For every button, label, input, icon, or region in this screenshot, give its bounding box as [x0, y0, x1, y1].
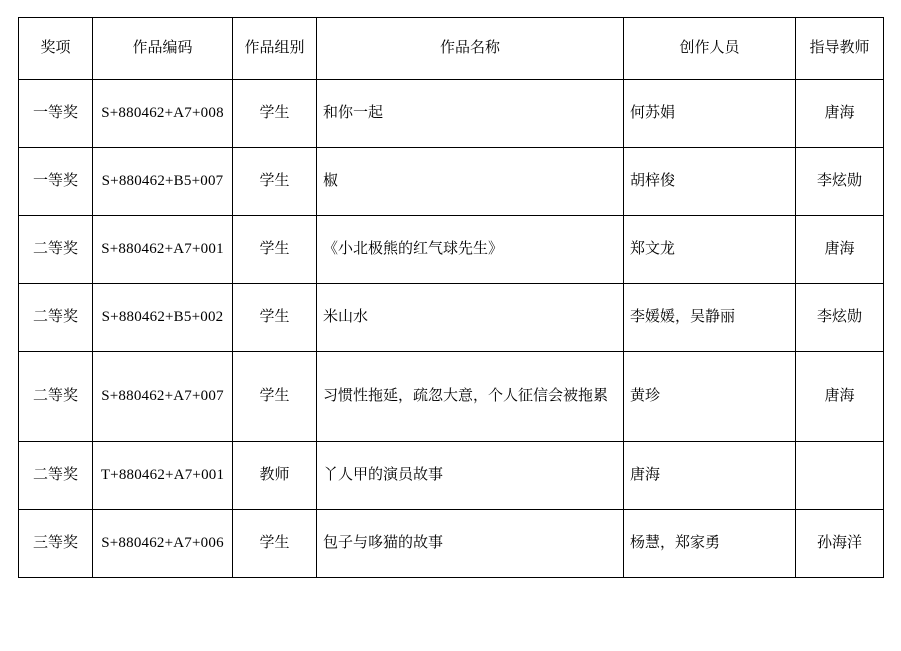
cell-group: 学生 — [233, 510, 317, 578]
cell-award: 一等奖 — [19, 148, 93, 216]
cell-teacher: 唐海 — [796, 80, 884, 148]
cell-title: 椒 — [317, 148, 624, 216]
cell-group: 学生 — [233, 216, 317, 284]
cell-title: 习惯性拖延，疏忽大意，个人征信会被拖累 — [317, 352, 624, 442]
cell-code: S+880462+A7+008 — [93, 80, 233, 148]
column-header-teacher: 指导教师 — [796, 18, 884, 80]
cell-code: T+880462+A7+001 — [93, 442, 233, 510]
table-body — [19, 80, 884, 578]
cell-teacher: 李炫勋 — [796, 148, 884, 216]
cell-award: 二等奖 — [19, 216, 93, 284]
cell-authors: 杨慧，郑家勇 — [624, 510, 796, 578]
table-row — [19, 80, 884, 148]
cell-authors: 郑文龙 — [624, 216, 796, 284]
table-row — [19, 442, 884, 510]
column-header-group: 作品组别 — [233, 18, 317, 80]
cell-title: 《小北极熊的红气球先生》 — [317, 216, 624, 284]
cell-code: S+880462+B5+007 — [93, 148, 233, 216]
cell-group: 学生 — [233, 80, 317, 148]
cell-award: 一等奖 — [19, 80, 93, 148]
cell-title: 包子与哆猫的故事 — [317, 510, 624, 578]
cell-teacher: 唐海 — [796, 216, 884, 284]
table-row — [19, 148, 884, 216]
cell-code: S+880462+A7+006 — [93, 510, 233, 578]
cell-authors: 胡梓俊 — [624, 148, 796, 216]
awards-table — [18, 17, 884, 578]
cell-award: 二等奖 — [19, 352, 93, 442]
table-row — [19, 216, 884, 284]
column-header-code: 作品编码 — [93, 18, 233, 80]
cell-code: S+880462+A7+007 — [93, 352, 233, 442]
cell-award: 二等奖 — [19, 284, 93, 352]
cell-code: S+880462+B5+002 — [93, 284, 233, 352]
column-header-title: 作品名称 — [317, 18, 624, 80]
table-header-row — [19, 18, 884, 80]
table-row — [19, 510, 884, 578]
cell-award: 三等奖 — [19, 510, 93, 578]
cell-teacher: 唐海 — [796, 352, 884, 442]
cell-teacher: 李炫勋 — [796, 284, 884, 352]
column-header-authors: 创作人员 — [624, 18, 796, 80]
cell-title: 米山水 — [317, 284, 624, 352]
cell-teacher: 孙海洋 — [796, 510, 884, 578]
table-header — [19, 18, 884, 80]
cell-authors: 李媛媛，吴静丽 — [624, 284, 796, 352]
column-header-award: 奖项 — [19, 18, 93, 80]
cell-code: S+880462+A7+001 — [93, 216, 233, 284]
cell-teacher — [796, 442, 884, 510]
cell-group: 学生 — [233, 352, 317, 442]
cell-authors: 黄珍 — [624, 352, 796, 442]
cell-award: 二等奖 — [19, 442, 93, 510]
cell-group: 教师 — [233, 442, 317, 510]
cell-title: 丫人甲的演员故事 — [317, 442, 624, 510]
cell-group: 学生 — [233, 284, 317, 352]
cell-authors: 唐海 — [624, 442, 796, 510]
cell-authors: 何苏娟 — [624, 80, 796, 148]
cell-group: 学生 — [233, 148, 317, 216]
table-row — [19, 284, 884, 352]
cell-title: 和你一起 — [317, 80, 624, 148]
table-row — [19, 352, 884, 442]
